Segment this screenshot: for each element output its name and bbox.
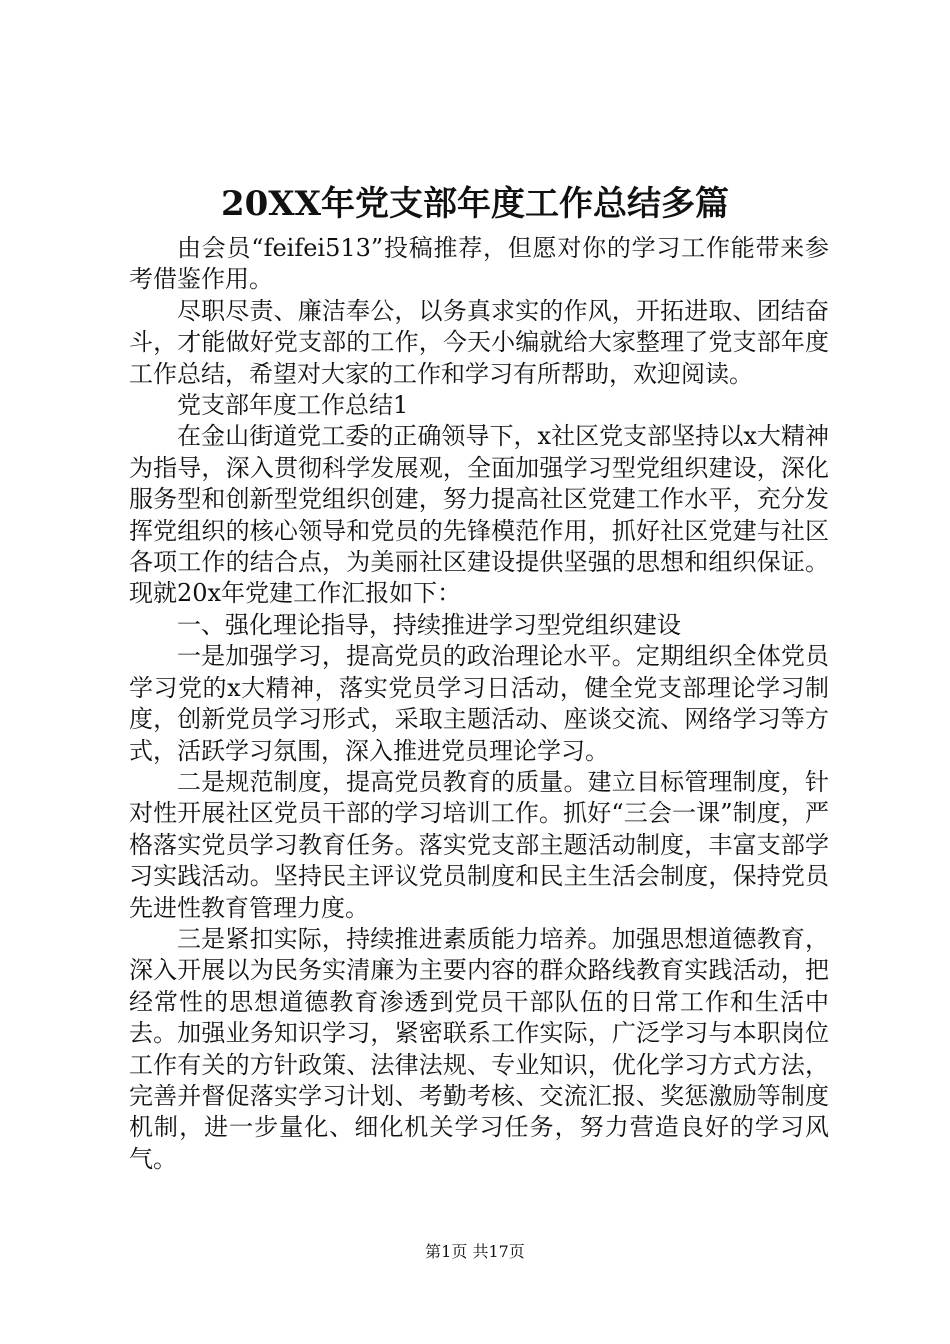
paragraph-point-3: 三是紧扣实际，持续推进素质能力培养。加强思想道德教育，深入开展以为民务实清廉为主要内容的群众路线教育实践活动，把经常性的思想道德教育渗透到党员干部队伍的日常工作和生活中去。加强业务知识学习，紧密联系工作实际，广泛学习与本职岗位工作有关的方针政策、法律法规、专业知识，优化学习方式方法，完善并督促落实学习计划、考勤考核、交流汇报、奖惩激励等制度机制，进一步量化、细化机关学习任务，努力营造良好的学习风气。 <box>129 924 829 1173</box>
paragraph-point-2: 二是规范制度，提高党员教育的质量。建立目标管理制度，针对性开展社区党员干部的学习培训工作。抓好“三会一课”制度，严格落实党员学习教育任务。落实党支部主题活动制度，丰富支部学习实践活动。坚持民主评议党员制度和民主生活会制度，保持党员先进性教育管理力度。 <box>129 767 829 922</box>
paragraph-point-1: 一是加强学习，提高党员的政治理论水平。定期组织全体党员学习党的x大精神，落实党员学习日活动，健全党支部理论学习制度，创新党员学习形式，采取主题活动、座谈交流、网络学习等方式，活跃学习氛围，深入推进党员理论学习。 <box>129 642 829 765</box>
document-title: 20XX年党支部年度工作总结多篇 <box>220 184 730 224</box>
document-body <box>129 233 829 1175</box>
paragraph-intro: 由会员“feifei513”投稿推荐，但愿对你的学习工作能带来参考借鉴作用。 <box>129 234 829 294</box>
section-heading-summary-1: 党支部年度工作总结1 <box>177 391 409 420</box>
page-footer: 第1页 共17页 <box>425 1242 525 1261</box>
paragraph-overview: 在金山街道党工委的正确领导下，x社区党支部坚持以x大精神为指导，深入贯彻科学发展观，全面加强学习型党组织建设，深化服务型和创新型党组织创建，努力提高社区党建工作水平，充分发挥党组织的核心领导和党员的先锋模范作用，抓好社区党建与社区各项工作的结合点，为美丽社区建设提供坚强的思想和组织保证。现就20x年党建工作汇报如下： <box>129 422 829 608</box>
section-heading-theory: 一、强化理论指导，持续推进学习型党组织建设 <box>177 610 681 639</box>
paragraph-preface: 尽职尽责、廉洁奉公，以务真求实的作风，开拓进取、团结奋斗，才能做好党支部的工作，今天小编就给大家整理了党支部年度工作总结，希望对大家的工作和学习有所帮助，欢迎阅读。 <box>129 296 829 388</box>
